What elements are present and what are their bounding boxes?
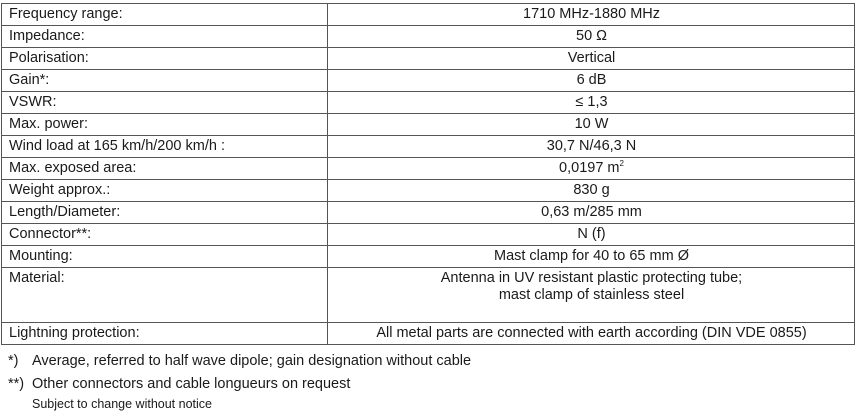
table-row	[2, 202, 855, 224]
footnote-mark: **)	[8, 376, 25, 392]
row-value: 0,63 m/285 mm	[328, 202, 855, 224]
row-label: Wind load at 165 km/h/200 km/h :	[2, 136, 328, 158]
footnote-mark: *)	[8, 353, 19, 369]
row-value	[328, 268, 855, 323]
footnote	[8, 350, 471, 373]
footnote	[8, 373, 471, 396]
row-value: N (f)	[328, 224, 855, 246]
footnotes	[8, 350, 471, 412]
row-label: Max. power:	[2, 114, 328, 136]
row-value: All metal parts are connected with earth according (DIN VDE 0855)	[328, 323, 855, 345]
table-row	[2, 4, 855, 26]
table-row	[2, 180, 855, 202]
table-row	[2, 70, 855, 92]
row-label: Mounting:	[2, 246, 328, 268]
row-value: 1710 MHz-1880 MHz	[328, 4, 855, 26]
row-value: Mast clamp for 40 to 65 mm Ø	[328, 246, 855, 268]
footnote-text: Average, referred to half wave dipole; gain designation without cable	[32, 353, 472, 369]
row-label: Gain*:	[2, 70, 328, 92]
row-label: Frequency range:	[2, 4, 328, 26]
table-row	[2, 26, 855, 48]
row-value: 50 Ω	[328, 26, 855, 48]
row-label: VSWR:	[2, 92, 328, 114]
table-row	[2, 48, 855, 70]
table-row	[2, 158, 855, 180]
row-label: Lightning protection:	[2, 323, 328, 345]
row-label: Polarisation:	[2, 48, 328, 70]
footnote-text: Other connectors and cable longueurs on request	[32, 376, 351, 392]
specification-table	[1, 3, 855, 345]
table-row	[2, 114, 855, 136]
row-label: Material:	[2, 268, 328, 323]
value-line: Antenna in UV resistant plastic protecting tube;	[440, 270, 743, 286]
value-text: 0,0197 m	[559, 160, 620, 176]
row-value	[328, 158, 855, 180]
row-value: 6 dB	[328, 70, 855, 92]
row-label: Impedance:	[2, 26, 328, 48]
row-value: 830 g	[328, 180, 855, 202]
row-value: Vertical	[328, 48, 855, 70]
table-row	[2, 92, 855, 114]
superscript: 2	[619, 159, 624, 169]
row-label: Max. exposed area:	[2, 158, 328, 180]
row-value: 30,7 N/46,3 N	[328, 136, 855, 158]
value-line: mast clamp of stainless steel	[498, 287, 685, 303]
row-value: 10 W	[328, 114, 855, 136]
row-label: Weight approx.:	[2, 180, 328, 202]
row-label: Length/Diameter:	[2, 202, 328, 224]
table-row	[2, 323, 855, 345]
table-row	[2, 268, 855, 323]
table-row	[2, 136, 855, 158]
disclaimer: Subject to change without notice	[32, 397, 212, 411]
table-row	[2, 224, 855, 246]
table-row	[2, 246, 855, 268]
row-value: ≤ 1,3	[328, 92, 855, 114]
row-label: Connector**:	[2, 224, 328, 246]
